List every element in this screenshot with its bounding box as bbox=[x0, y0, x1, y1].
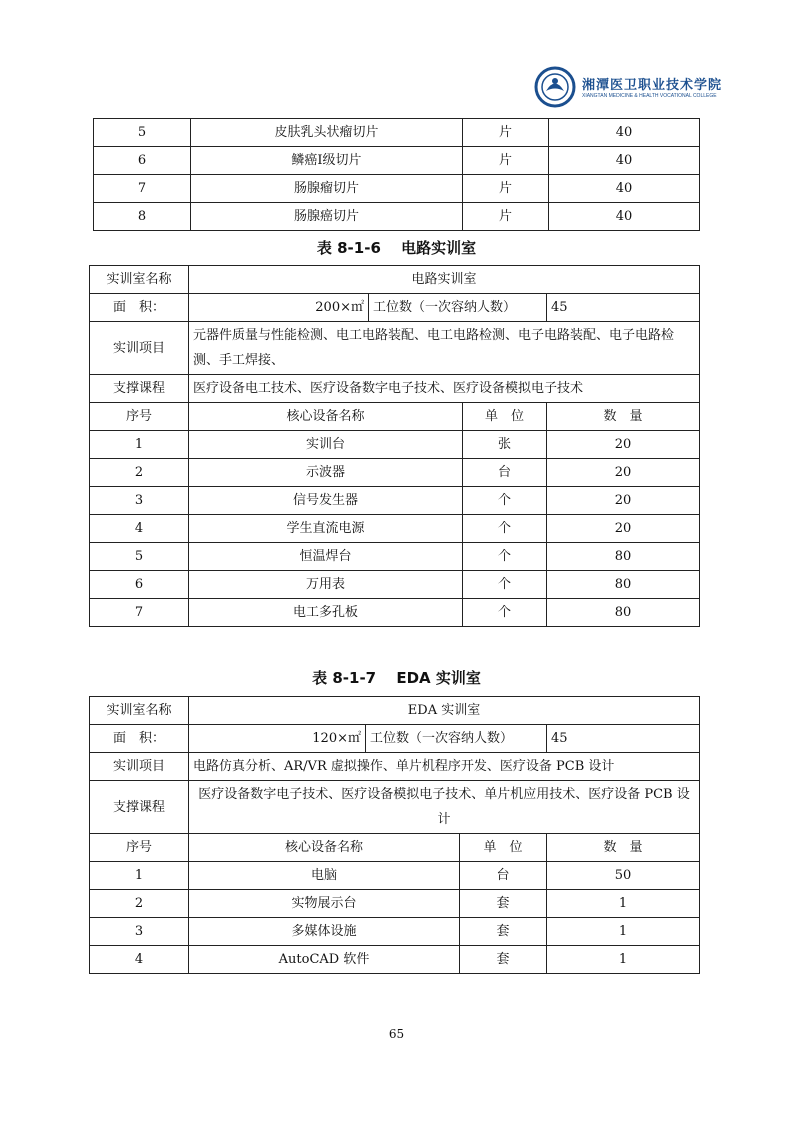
table-row bbox=[90, 862, 700, 890]
seats-label: 工位数（一次容纳人数） bbox=[366, 725, 547, 753]
row-unit: 个 bbox=[463, 487, 547, 515]
row-unit: 个 bbox=[463, 515, 547, 543]
area-value-text: 120×㎡ bbox=[312, 731, 361, 746]
seats-value: 45 bbox=[547, 725, 700, 753]
row-quantity: 20 bbox=[547, 459, 700, 487]
college-emblem-icon bbox=[534, 66, 576, 108]
row-equipment-name: 恒温焊台 bbox=[189, 543, 463, 571]
row-unit: 片 bbox=[463, 175, 549, 203]
row-quantity: 20 bbox=[547, 487, 700, 515]
college-name: 湘潭医卫职业技术学院 bbox=[582, 78, 723, 93]
row-quantity: 1 bbox=[547, 890, 700, 918]
row-no: 1 bbox=[90, 431, 189, 459]
col-header-name: 核心设备名称 bbox=[189, 403, 463, 431]
row-unit: 台 bbox=[463, 459, 547, 487]
row-no: 3 bbox=[90, 487, 189, 515]
college-name-en: XIANGTAN MEDICINE & HEALTH VOCATIONAL COLLEGE bbox=[582, 93, 717, 99]
row-unit: 套 bbox=[460, 890, 547, 918]
table-row bbox=[90, 459, 700, 487]
area-value bbox=[189, 725, 366, 753]
row-no: 4 bbox=[90, 946, 189, 974]
row-equipment-name: 电工多孔板 bbox=[189, 599, 463, 627]
row-quantity: 50 bbox=[547, 862, 700, 890]
table-row bbox=[90, 543, 700, 571]
college-logo bbox=[534, 66, 723, 110]
row-equipment-name: 皮肤乳头状瘤切片 bbox=[191, 119, 463, 147]
col-header-unit: 单 位 bbox=[463, 403, 547, 431]
row-no: 8 bbox=[94, 203, 191, 231]
project-label: 实训项目 bbox=[90, 753, 189, 781]
project-value: 电路仿真分析、AR/VR 虚拟操作、单片机程序开发、医疗设备 PCB 设计 bbox=[189, 753, 700, 781]
row-quantity: 40 bbox=[549, 175, 700, 203]
row-quantity: 80 bbox=[547, 571, 700, 599]
seats-label: 工位数（一次容纳人数） bbox=[369, 294, 547, 322]
row-unit: 片 bbox=[463, 119, 549, 147]
circuit-lab-table bbox=[89, 265, 700, 627]
row-equipment-name: 示波器 bbox=[189, 459, 463, 487]
row-equipment-name: 多媒体设施 bbox=[189, 918, 460, 946]
row-no: 7 bbox=[94, 175, 191, 203]
table-row bbox=[94, 119, 700, 147]
table-row bbox=[90, 571, 700, 599]
table-caption-8-1-7: 表 8-1-7 EDA 实训室 bbox=[312, 669, 481, 687]
table-header-row bbox=[90, 834, 700, 862]
table-row bbox=[90, 918, 700, 946]
row-equipment-name: 实物展示台 bbox=[189, 890, 460, 918]
row-unit: 张 bbox=[463, 431, 547, 459]
page-number: 65 bbox=[388, 1027, 405, 1041]
row-quantity: 20 bbox=[547, 515, 700, 543]
course-value: 医疗设备电工技术、医疗设备数字电子技术、医疗设备模拟电子技术 bbox=[189, 375, 700, 403]
row-quantity: 20 bbox=[547, 431, 700, 459]
area-value-text: 200×㎡ bbox=[315, 300, 364, 315]
row-no: 2 bbox=[90, 890, 189, 918]
row-unit: 个 bbox=[463, 571, 547, 599]
col-header-name: 核心设备名称 bbox=[189, 834, 460, 862]
table-row bbox=[90, 599, 700, 627]
row-equipment-name: 电脑 bbox=[189, 862, 460, 890]
col-header-unit: 单 位 bbox=[460, 834, 547, 862]
row-unit: 个 bbox=[463, 599, 547, 627]
row-unit: 台 bbox=[460, 862, 547, 890]
course-label: 支撑课程 bbox=[90, 781, 189, 834]
row-equipment-name: 万用表 bbox=[189, 571, 463, 599]
project-label: 实训项目 bbox=[90, 322, 189, 375]
row-quantity: 40 bbox=[549, 119, 700, 147]
row-quantity: 80 bbox=[547, 543, 700, 571]
table-row bbox=[90, 946, 700, 974]
row-unit: 片 bbox=[463, 203, 549, 231]
table-row bbox=[90, 515, 700, 543]
seats-value: 45 bbox=[547, 294, 700, 322]
room-name-label: 实训室名称 bbox=[90, 697, 189, 725]
row-no: 5 bbox=[90, 543, 189, 571]
room-name-label: 实训室名称 bbox=[90, 266, 189, 294]
table-row bbox=[90, 890, 700, 918]
row-quantity: 40 bbox=[549, 147, 700, 175]
eda-lab-table bbox=[89, 696, 700, 974]
row-equipment-name: AutoCAD 软件 bbox=[189, 946, 460, 974]
table-header-row bbox=[90, 403, 700, 431]
col-header-no: 序号 bbox=[90, 834, 189, 862]
row-no: 6 bbox=[94, 147, 191, 175]
area-label: 面 积： bbox=[90, 294, 189, 322]
top-continuation-table bbox=[93, 118, 700, 231]
row-equipment-name: 学生直流电源 bbox=[189, 515, 463, 543]
row-equipment-name: 鳞癌Ⅰ级切片 bbox=[191, 147, 463, 175]
course-label: 支撑课程 bbox=[90, 375, 189, 403]
project-value: 元器件质量与性能检测、电工电路装配、电工电路检测、电子电路装配、电子电路检测、手工焊接、 bbox=[189, 322, 700, 375]
row-no: 3 bbox=[90, 918, 189, 946]
table-caption-8-1-6: 表 8-1-6 电路实训室 bbox=[316, 239, 477, 257]
table-row bbox=[94, 203, 700, 231]
row-no: 7 bbox=[90, 599, 189, 627]
row-no: 4 bbox=[90, 515, 189, 543]
room-name-value: EDA 实训室 bbox=[189, 697, 700, 725]
row-unit: 套 bbox=[460, 918, 547, 946]
col-header-qty: 数 量 bbox=[547, 403, 700, 431]
row-quantity: 40 bbox=[549, 203, 700, 231]
row-no: 5 bbox=[94, 119, 191, 147]
table-row bbox=[94, 175, 700, 203]
row-unit: 个 bbox=[463, 543, 547, 571]
row-equipment-name: 肠腺瘤切片 bbox=[191, 175, 463, 203]
table-row bbox=[90, 487, 700, 515]
row-unit: 套 bbox=[460, 946, 547, 974]
row-equipment-name: 实训台 bbox=[189, 431, 463, 459]
row-unit: 片 bbox=[463, 147, 549, 175]
area-label: 面 积： bbox=[90, 725, 189, 753]
row-quantity: 1 bbox=[547, 946, 700, 974]
row-no: 2 bbox=[90, 459, 189, 487]
row-equipment-name: 肠腺癌切片 bbox=[191, 203, 463, 231]
room-name-value: 电路实训室 bbox=[189, 266, 700, 294]
col-header-no: 序号 bbox=[90, 403, 189, 431]
row-quantity: 1 bbox=[547, 918, 700, 946]
row-quantity: 80 bbox=[547, 599, 700, 627]
row-equipment-name: 信号发生器 bbox=[189, 487, 463, 515]
course-value: 医疗设备数字电子技术、医疗设备模拟电子技术、单片机应用技术、医疗设备 PCB 设计 bbox=[189, 781, 700, 834]
table-row bbox=[90, 431, 700, 459]
table-row bbox=[94, 147, 700, 175]
row-no: 6 bbox=[90, 571, 189, 599]
row-no: 1 bbox=[90, 862, 189, 890]
area-value bbox=[189, 294, 369, 322]
col-header-qty: 数 量 bbox=[547, 834, 700, 862]
